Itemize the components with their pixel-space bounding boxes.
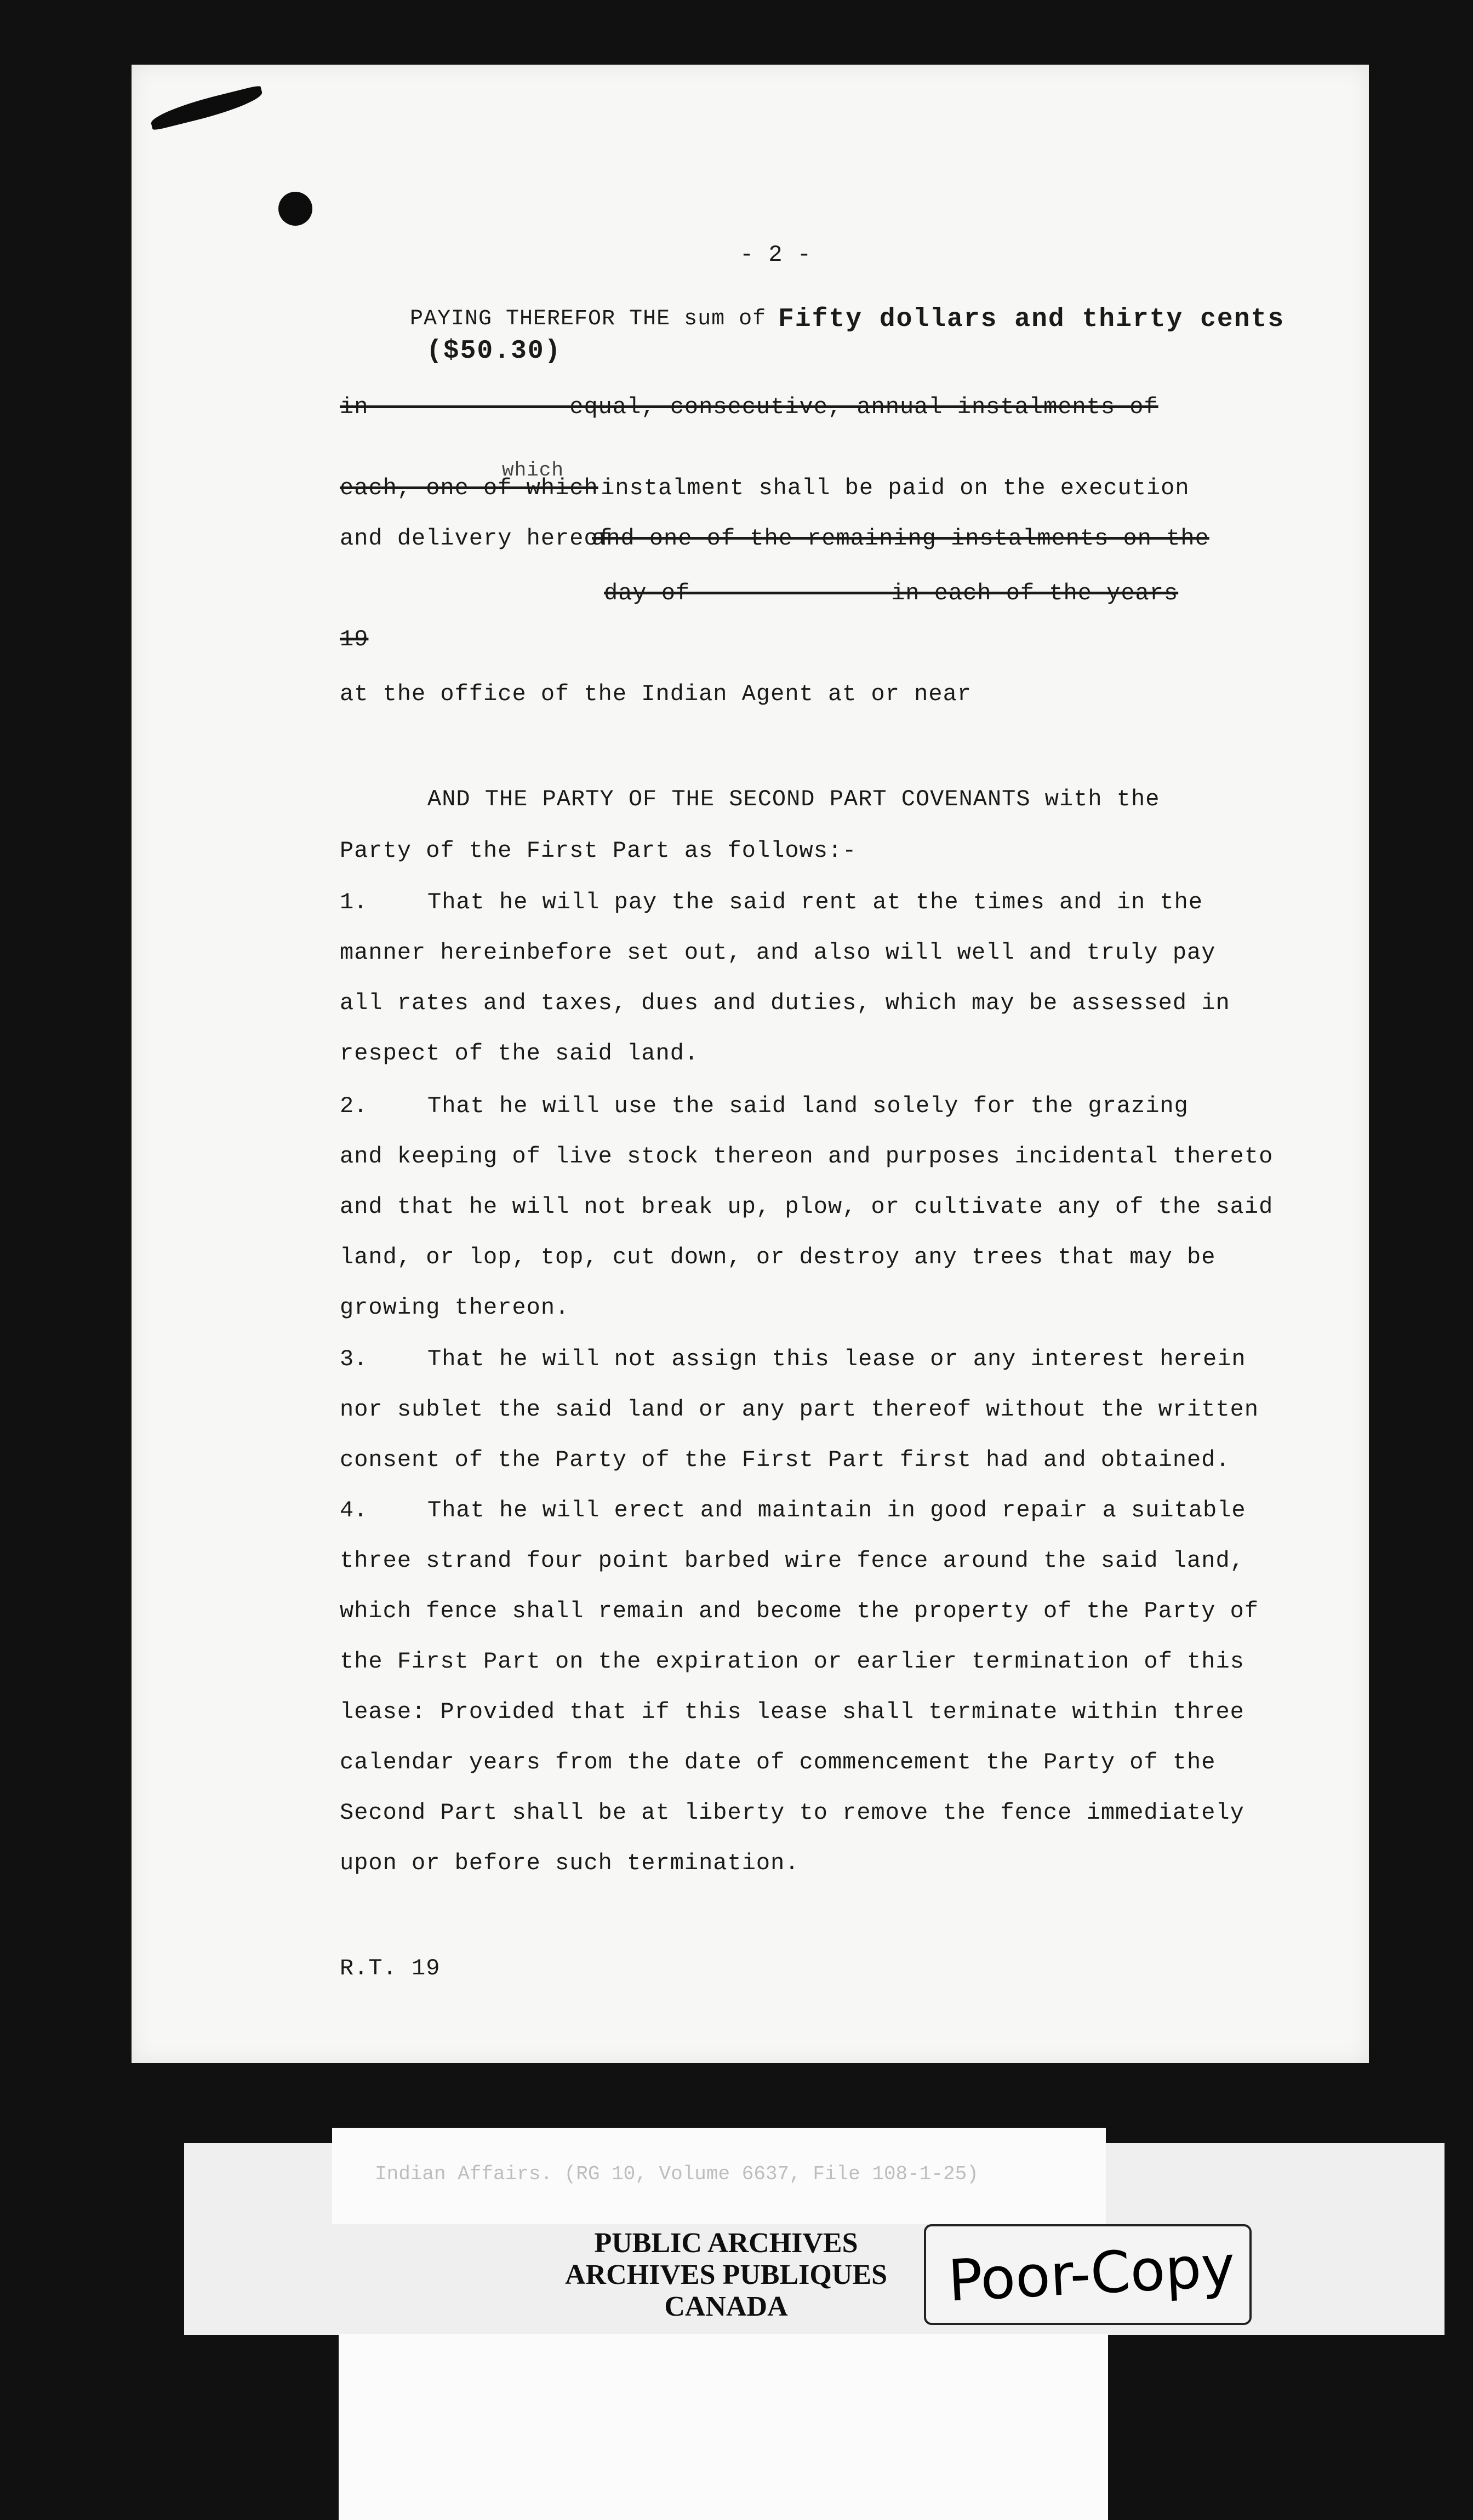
archive-line-en: PUBLIC ARCHIVES	[594, 2227, 858, 2259]
clause-line: upon or before such termination.	[340, 1850, 800, 1876]
covenant-intro: AND THE PARTY OF THE SECOND PART COVENANTS with the	[427, 786, 1160, 812]
struck-day-line: day of in each of the years	[604, 580, 1179, 606]
clause-line: the First Part on the expiration or earlier termination of this	[340, 1648, 1244, 1675]
paying-prefix: PAYING THEREFOR THE sum of	[410, 307, 767, 331]
amount-words: Fifty dollars and thirty cents	[778, 305, 1285, 334]
clause-line: Second Part shall be at liberty to remove the fence immediately	[340, 1800, 1244, 1826]
clause-line: lease: Provided that if this lease shall terminate within three	[340, 1699, 1244, 1725]
clause-line: That he will not assign this lease or any interest herein	[427, 1346, 1246, 1372]
clause-line: That he will pay the said rent at the times and in the	[427, 889, 1203, 915]
clause-line: That he will use the said land solely for the grazing	[427, 1093, 1189, 1119]
clause-number: 4.	[340, 1497, 368, 1524]
delivery-line: and delivery hereof	[340, 525, 627, 552]
archive-line-fr: ARCHIVES PUBLIQUES	[564, 2259, 888, 2290]
clause-line: calendar years from the date of commencement the Party of the	[340, 1749, 1216, 1776]
clause-line: land, or lop, top, cut down, or destroy any trees that may be	[340, 1244, 1216, 1270]
clause-line: respect of the said land.	[340, 1040, 699, 1067]
inserted-word: which	[502, 459, 564, 482]
struck-instalment-line: in equal, consecutive, annual instalments of	[340, 394, 1158, 420]
ink-blot	[149, 85, 265, 131]
struck-each: each, one of which	[340, 475, 598, 501]
clause-line: That he will erect and maintain in good repair a suitable	[427, 1497, 1246, 1524]
archive-line-country: CANADA	[664, 2291, 788, 2322]
struck-remaining-line: and one of the remaining instalments on the	[592, 525, 1209, 552]
struck-year: 19	[340, 626, 369, 652]
covenant-intro-2: Party of the First Part as follows:-	[340, 838, 857, 864]
page-number: - 2 -	[740, 242, 812, 268]
document-page	[132, 65, 1369, 2063]
archive-reference: Indian Affairs. (RG 10, Volume 6637, File 108-1-25)	[375, 2163, 979, 2185]
amount-figures: ($50.30)	[426, 336, 562, 366]
archive-label-lower	[339, 2334, 1108, 2520]
clause-line: consent of the Party of the First Part first had and obtained.	[340, 1447, 1230, 1473]
execution-line: instalment shall be paid on the execution	[586, 475, 1190, 501]
clause-number: 1.	[340, 889, 368, 915]
form-code: R.T. 19	[340, 1955, 441, 1981]
clause-line: and that he will not break up, plow, or cultivate any of the said	[340, 1194, 1274, 1220]
poor-copy-stamp	[924, 2224, 1252, 2325]
clause-number: 2.	[340, 1093, 368, 1119]
clause-number: 3.	[340, 1346, 368, 1372]
clause-line: nor sublet the said land or any part thereof without the written	[340, 1396, 1259, 1423]
clause-line: growing thereon.	[340, 1295, 570, 1321]
stamp-text: Poor-Copy	[946, 2232, 1237, 2315]
clause-line: which fence shall remain and become the property of the Party of	[340, 1598, 1259, 1624]
clause-line: and keeping of live stock thereon and purposes incidental thereto	[340, 1143, 1274, 1170]
archive-name	[510, 2227, 943, 2323]
ink-dot	[278, 192, 312, 226]
clause-line: all rates and taxes, dues and duties, which may be assessed in	[340, 990, 1230, 1016]
agent-line: at the office of the Indian Agent at or near	[340, 681, 972, 707]
clause-line: manner hereinbefore set out, and also will well and truly pay	[340, 940, 1216, 966]
clause-line: three strand four point barbed wire fence around the said land,	[340, 1548, 1244, 1574]
